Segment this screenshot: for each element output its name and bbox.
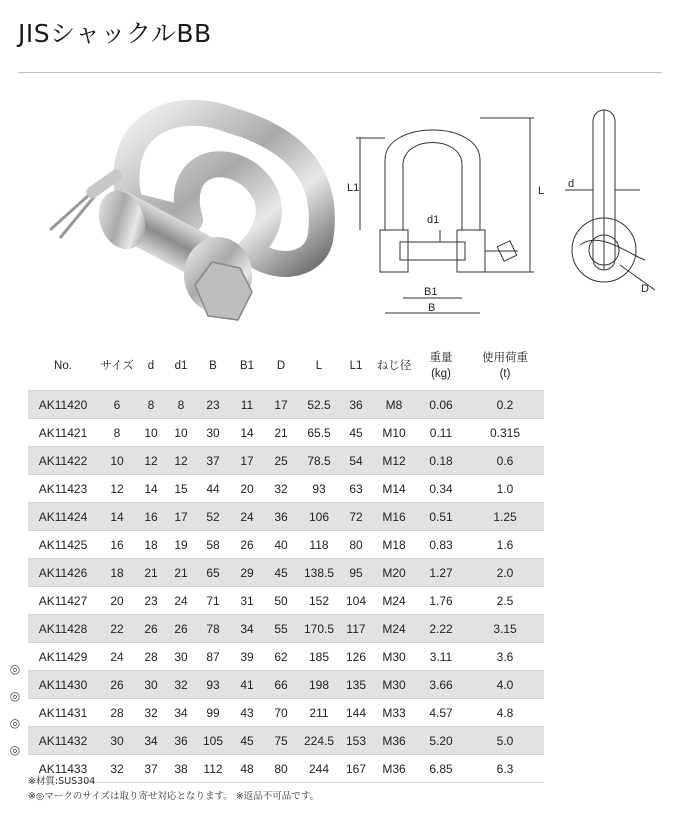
table-cell: 117 <box>340 615 372 643</box>
table-cell: 198 <box>298 671 340 699</box>
table-cell: 45 <box>264 559 298 587</box>
spec-table-body <box>28 391 544 783</box>
table-cell: 31 <box>230 587 264 615</box>
table-cell: 2.0 <box>466 559 544 587</box>
product-figure <box>0 80 680 340</box>
table-cell: 2.5 <box>466 587 544 615</box>
table-cell: M33 <box>372 699 416 727</box>
table-cell: 12 <box>166 447 196 475</box>
order-marks <box>4 656 26 764</box>
table-cell: 135 <box>340 671 372 699</box>
table-cell: 25 <box>264 447 298 475</box>
table-cell: 14 <box>136 475 166 503</box>
table-cell: M24 <box>372 587 416 615</box>
table-cell: M24 <box>372 615 416 643</box>
table-cell: 78 <box>196 615 230 643</box>
table-cell: 106 <box>298 503 340 531</box>
table-row <box>28 447 544 475</box>
table-cell: M18 <box>372 531 416 559</box>
table-cell: 93 <box>196 671 230 699</box>
side-view-drawing <box>565 110 655 290</box>
table-cell: 4.0 <box>466 671 544 699</box>
table-cell: 0.315 <box>466 419 544 447</box>
table-cell: 14 <box>98 503 136 531</box>
table-cell: 152 <box>298 587 340 615</box>
dim-label-side-d: d <box>568 178 575 190</box>
table-cell: 80 <box>340 531 372 559</box>
table-cell: 0.6 <box>466 447 544 475</box>
table-cell: 5.20 <box>416 727 466 755</box>
footnotes <box>28 774 319 804</box>
table-cell: 10 <box>166 419 196 447</box>
table-cell: M30 <box>372 671 416 699</box>
table-cell: 38 <box>166 755 196 783</box>
table-cell: 30 <box>98 727 136 755</box>
table-cell: 15 <box>166 475 196 503</box>
table-cell: 244 <box>298 755 340 783</box>
table-cell-part-no: AK11432 <box>28 727 98 755</box>
front-view-drawing <box>356 118 534 313</box>
table-cell: 75 <box>264 727 298 755</box>
col-header-thread: ねじ径 <box>376 360 412 372</box>
table-cell: M12 <box>372 447 416 475</box>
col-header-b1: B1 <box>239 360 255 372</box>
col-header-load: 使用荷重 (t) <box>482 352 528 380</box>
table-cell: 6.85 <box>416 755 466 783</box>
table-cell: 167 <box>340 755 372 783</box>
table-cell: 87 <box>196 643 230 671</box>
table-cell: 18 <box>98 559 136 587</box>
table-cell: 6 <box>98 391 136 419</box>
table-cell: 23 <box>136 587 166 615</box>
order-mark: ◎ <box>9 716 21 730</box>
table-cell: 41 <box>230 671 264 699</box>
table-cell: 8 <box>166 391 196 419</box>
table-cell-part-no: AK11433 <box>28 755 98 783</box>
table-cell-part-no: AK11424 <box>28 503 98 531</box>
table-cell: 170.5 <box>298 615 340 643</box>
table-cell: 4.57 <box>416 699 466 727</box>
table-cell: M14 <box>372 475 416 503</box>
table-cell: 0.2 <box>466 391 544 419</box>
table-cell-part-no: AK11431 <box>28 699 98 727</box>
table-cell: 43 <box>230 699 264 727</box>
table-cell: 0.34 <box>416 475 466 503</box>
table-cell: 12 <box>136 447 166 475</box>
col-header-d1: d1 <box>174 360 188 372</box>
table-cell: M36 <box>372 755 416 783</box>
table-cell: 1.6 <box>466 531 544 559</box>
col-header-weight: 重量 (kg) <box>429 352 453 380</box>
table-cell: 58 <box>196 531 230 559</box>
table-cell: 5.0 <box>466 727 544 755</box>
table-cell: 3.11 <box>416 643 466 671</box>
table-cell: 3.66 <box>416 671 466 699</box>
table-cell: 16 <box>98 531 136 559</box>
col-header-l1: L1 <box>349 360 363 372</box>
table-cell: 144 <box>340 699 372 727</box>
table-cell: 10 <box>98 447 136 475</box>
table-row <box>28 615 544 643</box>
spec-table-header-row <box>28 342 544 391</box>
table-cell: 21 <box>166 559 196 587</box>
table-cell: 24 <box>230 503 264 531</box>
table-cell: 0.51 <box>416 503 466 531</box>
dim-label-d1: d1 <box>427 214 440 226</box>
table-cell: 32 <box>98 755 136 783</box>
shackle-photo <box>50 113 322 320</box>
table-cell: 65 <box>196 559 230 587</box>
table-cell: 0.11 <box>416 419 466 447</box>
table-cell: 44 <box>196 475 230 503</box>
table-cell: M8 <box>372 391 416 419</box>
table-cell: 55 <box>264 615 298 643</box>
table-cell: 18 <box>136 531 166 559</box>
table-cell: M16 <box>372 503 416 531</box>
table-cell: 1.0 <box>466 475 544 503</box>
table-cell: 26 <box>166 615 196 643</box>
table-cell: 34 <box>166 699 196 727</box>
table-cell-part-no: AK11428 <box>28 615 98 643</box>
table-cell-part-no: AK11423 <box>28 475 98 503</box>
table-cell: 39 <box>230 643 264 671</box>
dim-label-side-big-d: D <box>641 283 649 295</box>
title-divider <box>18 72 662 73</box>
table-cell: 48 <box>230 755 264 783</box>
table-row <box>28 587 544 615</box>
table-cell: 1.76 <box>416 587 466 615</box>
table-cell: 104 <box>340 587 372 615</box>
table-cell: M10 <box>372 419 416 447</box>
table-cell: 0.83 <box>416 531 466 559</box>
table-cell: 26 <box>230 531 264 559</box>
table-cell: 112 <box>196 755 230 783</box>
table-cell: 95 <box>340 559 372 587</box>
dim-label-l1: L1 <box>347 182 360 194</box>
table-cell-part-no: AK11422 <box>28 447 98 475</box>
table-row <box>28 671 544 699</box>
table-cell-part-no: AK11425 <box>28 531 98 559</box>
table-cell: 62 <box>264 643 298 671</box>
order-mark: ◎ <box>9 743 21 757</box>
table-cell: 17 <box>166 503 196 531</box>
table-cell: 40 <box>264 531 298 559</box>
table-cell: 153 <box>340 727 372 755</box>
table-cell: 3.6 <box>466 643 544 671</box>
table-cell: 20 <box>98 587 136 615</box>
table-cell: 224.5 <box>298 727 340 755</box>
table-cell: 8 <box>98 419 136 447</box>
table-cell-part-no: AK11429 <box>28 643 98 671</box>
table-cell: 118 <box>298 531 340 559</box>
order-mark: ◎ <box>9 689 21 703</box>
table-cell: 63 <box>340 475 372 503</box>
table-row <box>28 503 544 531</box>
table-cell: 36 <box>264 503 298 531</box>
front-view-labels <box>347 182 544 314</box>
table-cell: 16 <box>136 503 166 531</box>
table-cell: 30 <box>136 671 166 699</box>
table-cell: 1.25 <box>466 503 544 531</box>
table-cell: 14 <box>230 419 264 447</box>
table-cell: M36 <box>372 727 416 755</box>
table-row <box>28 699 544 727</box>
table-cell: 0.06 <box>416 391 466 419</box>
table-row <box>28 559 544 587</box>
table-cell: 45 <box>230 727 264 755</box>
table-cell: 36 <box>340 391 372 419</box>
table-cell: 34 <box>230 615 264 643</box>
table-row <box>28 419 544 447</box>
table-cell: 30 <box>166 643 196 671</box>
table-row <box>28 391 544 419</box>
table-cell: 99 <box>196 699 230 727</box>
col-header-d-outer: D <box>276 360 286 372</box>
table-cell: 3.15 <box>466 615 544 643</box>
table-cell: 66 <box>264 671 298 699</box>
table-cell: 19 <box>166 531 196 559</box>
table-cell-part-no: AK11426 <box>28 559 98 587</box>
table-row <box>28 475 544 503</box>
order-note: ※◎マークのサイズは取り寄せ対応となります。 ※返品不可品です。 <box>28 791 319 802</box>
table-cell: 52.5 <box>298 391 340 419</box>
spec-table <box>28 342 544 783</box>
table-cell: 26 <box>98 671 136 699</box>
table-cell: M30 <box>372 643 416 671</box>
table-cell: 138.5 <box>298 559 340 587</box>
col-header-b: B <box>209 360 217 372</box>
table-cell: 28 <box>98 699 136 727</box>
table-row <box>28 643 544 671</box>
table-cell: 36 <box>166 727 196 755</box>
table-cell-part-no: AK11420 <box>28 391 98 419</box>
col-header-no: No. <box>54 360 72 372</box>
table-cell: 45 <box>340 419 372 447</box>
table-cell: 12 <box>98 475 136 503</box>
table-cell: 32 <box>136 699 166 727</box>
dim-label-b: B <box>428 302 436 314</box>
table-cell: 32 <box>166 671 196 699</box>
table-cell: 70 <box>264 699 298 727</box>
table-cell: 32 <box>264 475 298 503</box>
table-cell-part-no: AK11427 <box>28 587 98 615</box>
table-cell: 20 <box>230 475 264 503</box>
table-cell: 8 <box>136 391 166 419</box>
table-cell: 4.8 <box>466 699 544 727</box>
table-cell: 6.3 <box>466 755 544 783</box>
dim-label-l: L <box>538 185 545 197</box>
table-cell: 93 <box>298 475 340 503</box>
table-cell: 37 <box>136 755 166 783</box>
table-cell: 185 <box>298 643 340 671</box>
table-cell: 17 <box>264 391 298 419</box>
table-row <box>28 531 544 559</box>
table-cell: 21 <box>136 559 166 587</box>
table-cell: M20 <box>372 559 416 587</box>
table-cell: 10 <box>136 419 166 447</box>
col-header-l: L <box>315 360 323 372</box>
table-cell: 17 <box>230 447 264 475</box>
table-cell: 80 <box>264 755 298 783</box>
table-cell: 211 <box>298 699 340 727</box>
table-cell: 22 <box>98 615 136 643</box>
page-title: JISシャックルBB <box>18 19 212 48</box>
col-header-size: サイズ <box>100 360 134 372</box>
material-note: ※材質:SUS304 <box>28 776 96 787</box>
table-cell: 28 <box>136 643 166 671</box>
table-cell: 1.27 <box>416 559 466 587</box>
table-cell: 78.5 <box>298 447 340 475</box>
table-cell: 11 <box>230 391 264 419</box>
table-row <box>28 727 544 755</box>
table-cell: 71 <box>196 587 230 615</box>
table-cell: 72 <box>340 503 372 531</box>
table-cell: 24 <box>98 643 136 671</box>
table-cell-part-no: AK11430 <box>28 671 98 699</box>
dim-label-b1: B1 <box>424 286 438 298</box>
order-mark: ◎ <box>9 662 21 676</box>
table-cell: 37 <box>196 447 230 475</box>
table-cell: 54 <box>340 447 372 475</box>
table-cell: 21 <box>264 419 298 447</box>
table-cell: 50 <box>264 587 298 615</box>
table-cell-part-no: AK11421 <box>28 419 98 447</box>
table-cell: 34 <box>136 727 166 755</box>
table-cell: 26 <box>136 615 166 643</box>
table-cell: 0.18 <box>416 447 466 475</box>
col-header-d: d <box>147 360 155 372</box>
table-cell: 24 <box>166 587 196 615</box>
table-cell: 29 <box>230 559 264 587</box>
table-cell: 30 <box>196 419 230 447</box>
table-cell: 126 <box>340 643 372 671</box>
table-cell: 2.22 <box>416 615 466 643</box>
table-cell: 52 <box>196 503 230 531</box>
table-cell: 23 <box>196 391 230 419</box>
table-cell: 105 <box>196 727 230 755</box>
table-cell: 65.5 <box>298 419 340 447</box>
